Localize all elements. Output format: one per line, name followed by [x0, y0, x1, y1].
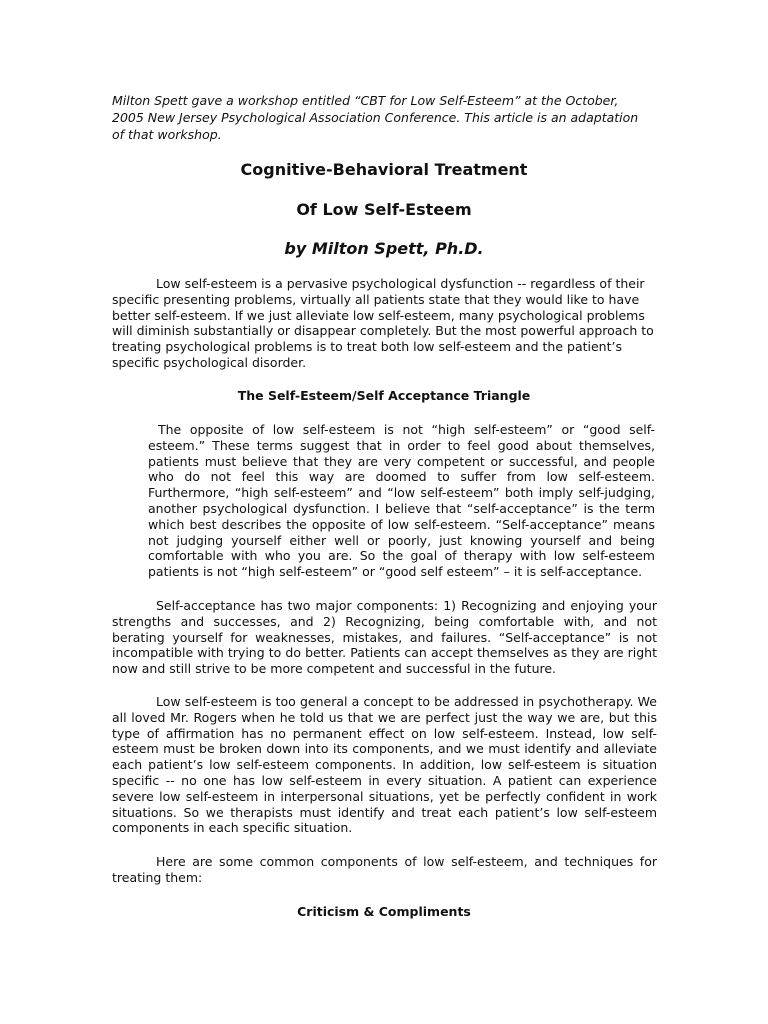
paragraph-opposite-text: The opposite of low self-esteem is not “high self-esteem” or “good self-esteem.” These terms suggest that in order to feel good about themselves, patients must believe that they are very competent or successful, and people who do not feel this way are doomed to suffer from low self-esteem. Furthermore, “high self-esteem” and “low self-esteem” both imply self-judging, another psychological dysfunction. I believe that “self-acceptance” is the term which best describes the opposite of low self-esteem. “Self-acceptance” means not judging yourself either well or poorly, just knowing yourself and being comfortable with who you are. So the goal of therapy with low self-esteem patients is not “high self-esteem” or “good self esteem” – it is self-acceptance. [148, 422, 655, 580]
paragraph-general-concept: Low self-esteem is too general a concept to be addressed in psychotherapy. We all loved Mr. Rogers when he told us that we are perfect just the way we are, but this type of affirmation has no permanent effect on low self-esteem. Instead, low self-esteem must be broken down into its components, and we must identify and alleviate each patient’s low self-esteem components. In addition, low self-esteem is situation specific -- no one has low self-esteem in every situation. A patient can experience severe low self-esteem in interpersonal situations, yet be perfectly confident in work situations. So we therapists must identify and treat each patient’s low self-esteem components in each specific situation. [112, 694, 657, 836]
author-byline: by Milton Spett, Ph.D. [284, 239, 484, 258]
paragraph-intro: Low self-esteem is a pervasive psychological dysfunction -- regardless of their specific presenting problems, virtually all patients state that they would like to have better self-esteem. If we just alleviate low self-esteem, many psychological problems will diminish substantially or disappear completely. But the most powerful approach to treating psychological problems is to treat both low self-esteem and the patient’s specific psychological disorder. [112, 276, 654, 370]
article-title-line-2: Of Low Self-Esteem [296, 200, 472, 219]
intro-note: Milton Spett gave a workshop entitled “CBT for Low Self-Esteem” at the October, 2005 New Jersey Psychological Association Conference. This article is an adaptation of that workshop. [112, 93, 639, 142]
article-title-line-1: Cognitive-Behavioral Treatment [240, 160, 528, 179]
paragraph-components: Here are some common components of low self-esteem, and techniques for treating them: [112, 854, 657, 885]
section-heading-triangle: The Self-Esteem/Self Acceptance Triangle [237, 388, 531, 403]
paragraph-self-acceptance: Self-acceptance has two major components: 1) Recognizing and enjoying your strengths and successes, and 2) Recognizing, being comfortable with, and not berating yourself for weaknesses, mistakes, and failures. “Self-acceptance” is not incompatible with trying to do better. Patients can accept themselves as they are right now and still strive to be more competent and successful in the future. [112, 598, 657, 677]
paragraph-opposite [148, 422, 655, 580]
section-heading-criticism: Criticism & Compliments [297, 904, 471, 919]
